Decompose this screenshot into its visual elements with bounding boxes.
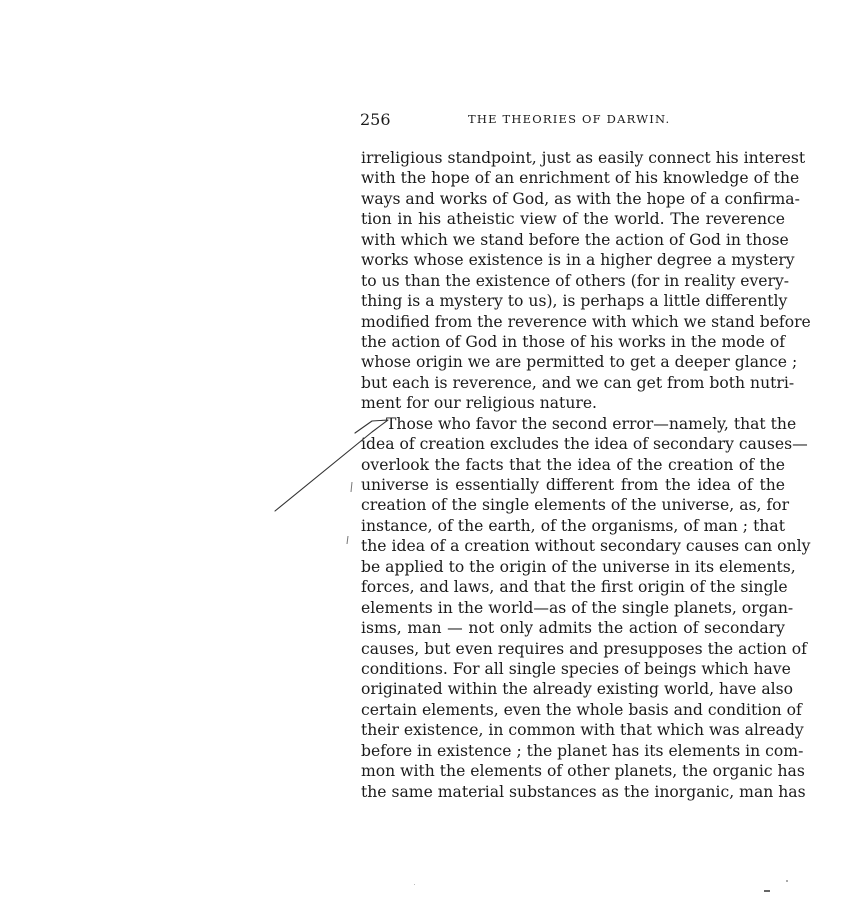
text-line: their existence, in common with that which was already [361, 721, 804, 740]
text-line: the action of God in those of his works in the mode of [361, 332, 785, 351]
text-line: originated within the already existing world, have also [361, 680, 794, 699]
text-line: creation of the single elements of the universe, as, for [361, 496, 790, 515]
pencil-tick-mark [351, 482, 352, 492]
text-line: overlook the facts that the idea of the creation of the [361, 455, 785, 474]
text-line: but each is reverence, and we can get from both nutri- [361, 373, 795, 392]
page-number: 256 [360, 110, 391, 129]
text-line: before in existence ; the planet has its elements in com- [361, 741, 804, 760]
text-line: thing is a mystery to us), is perhaps a little differently [361, 292, 788, 311]
pencil-stroke-mark [275, 420, 388, 511]
paragraph-first-line: Those who favor the second error—namely, that the [386, 414, 797, 433]
text-line: to us than the existence of others (for in reality every- [361, 271, 790, 290]
text-line: irreligious standpoint, just as easily connect his interest [361, 149, 806, 167]
paragraph-last-line: ment for our religious nature. [361, 394, 598, 413]
text-line: instance, of the earth, of the organisms, of man ; that [361, 516, 785, 535]
scan-speck [414, 884, 415, 885]
running-title: THE THEORIES OF DARWIN. [468, 112, 671, 126]
scan-speck [764, 890, 770, 892]
text-line: with the hope of an enrichment of his knowledge of the [361, 169, 800, 188]
text-line: tion in his atheistic view of the world. The reverence [361, 210, 785, 229]
text-line: certain elements, even the whole basis and condition of [361, 700, 802, 719]
text-line: whose origin we are permitted to get a deeper glance ; [361, 353, 798, 372]
text-line: mon with the elements of other planets, the organic has [361, 762, 805, 781]
text-line: elements in the world—as of the single planets, organ- [361, 598, 794, 617]
text-line: ways and works of God, as with the hope of a confirma- [361, 189, 800, 208]
text-line: forces, and laws, and that the first origin of the single [361, 578, 788, 597]
text-line: the idea of a creation without secondary causes can only [361, 537, 811, 556]
text-line: idea of creation excludes the idea of secondary causes— [361, 435, 808, 454]
text-line: with which we stand before the action of God in those [361, 230, 789, 249]
text-line: causes, but even requires and presupposes the action of [361, 639, 807, 658]
text-line: universe is essentially different from the idea of the [361, 476, 785, 494]
text-line: modified from the reverence with which we stand before [361, 312, 811, 331]
scan-speck [786, 880, 788, 882]
text-line: isms, man — not only admits the action of secondary [361, 619, 785, 638]
text-line: be applied to the origin of the universe in its elements, [361, 557, 796, 576]
pencil-tick-mark [347, 536, 348, 544]
text-line: conditions. For all single species of beings which have [361, 659, 791, 678]
text-line: the same material substances as the inorganic, man has [361, 782, 806, 801]
text-line: works whose existence is in a higher degree a mystery [361, 251, 795, 270]
